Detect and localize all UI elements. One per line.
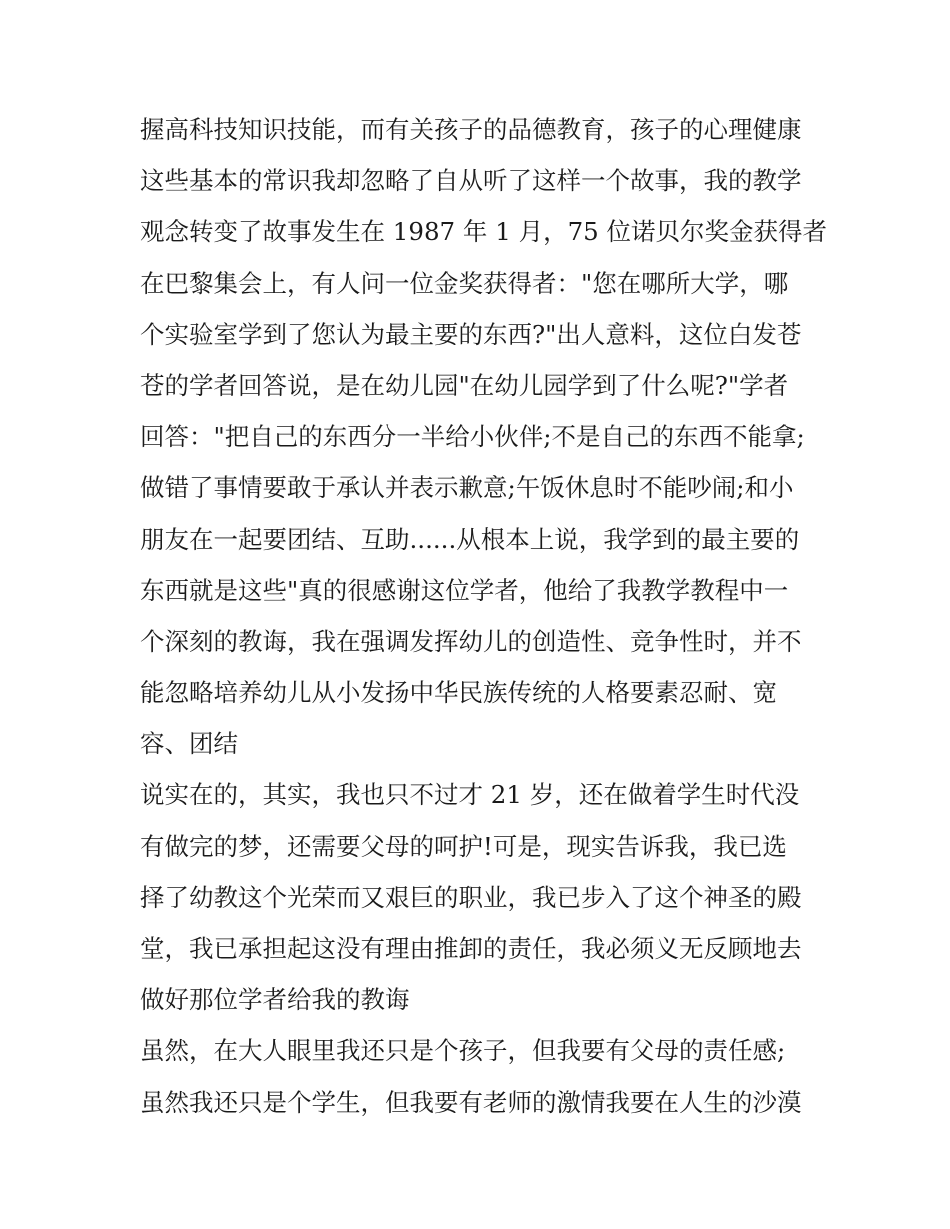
text-line: 这些基本的常识我却忽略了自从听了这样一个故事，我的教学 bbox=[140, 166, 802, 196]
text-line: 堂，我已承担起这没有理由推卸的责任，我必须义无反顾地去 bbox=[140, 934, 802, 963]
text-line: 苍的学者回答说，是在幼儿园"在幼儿园学到了什么呢?"学者 bbox=[140, 370, 789, 400]
text-line: 容、团结 bbox=[140, 729, 238, 759]
text-line: 握高科技知识技能，而有关孩子的品德教育，孩子的心理健康 bbox=[140, 115, 802, 144]
text-line: 个实验室学到了您认为最主要的东西?"出人意料，这位白发苍 bbox=[140, 319, 802, 349]
text-line: 做好那位学者给我的教诲 bbox=[140, 985, 410, 1015]
text-line: 择了幼教这个光荣而又艰巨的职业，我已步入了这个神圣的殿 bbox=[140, 882, 802, 912]
text-line: 有做完的梦，还需要父母的呵护!可是，现实告诉我，我已选 bbox=[140, 831, 787, 861]
text-line: 能忽略培养幼儿从小发扬中华民族传统的人格要素忍耐、宽 bbox=[140, 678, 777, 708]
text-line: 朋友在一起要团结、互助......从根本上说，我学到的最主要的 bbox=[140, 524, 800, 554]
text-line: 个深刻的教诲，我在强调发挥幼儿的创造性、竞争性时，并不 bbox=[140, 626, 802, 656]
text-line: 在巴黎集会上，有人问一位金奖获得者："您在哪所大学，哪 bbox=[140, 268, 789, 298]
text-line: 虽然，在大人眼里我还只是个孩子，但我要有父母的责任感; bbox=[140, 1036, 786, 1066]
text-line: 观念转变了故事发生在 1987 年 1 月，75 位诺贝尔奖金获得者 bbox=[140, 217, 828, 247]
text-line: 东西就是这些"真的很感谢这位学者，他给了我教学教程中一 bbox=[140, 575, 789, 605]
text-line: 虽然我还只是个学生，但我要有老师的激情我要在人生的沙漠 bbox=[140, 1087, 802, 1117]
text-line: 做错了事情要敢于承认并表示歉意;午饭休息时不能吵闹;和小 bbox=[140, 473, 794, 503]
text-line: 回答："把自己的东西分一半给小伙伴;不是自己的东西不能拿; bbox=[140, 422, 805, 452]
text-line: 说实在的，其实，我也只不过才 21 岁，还在做着学生时代没 bbox=[140, 780, 800, 810]
body-text bbox=[140, 104, 828, 1128]
